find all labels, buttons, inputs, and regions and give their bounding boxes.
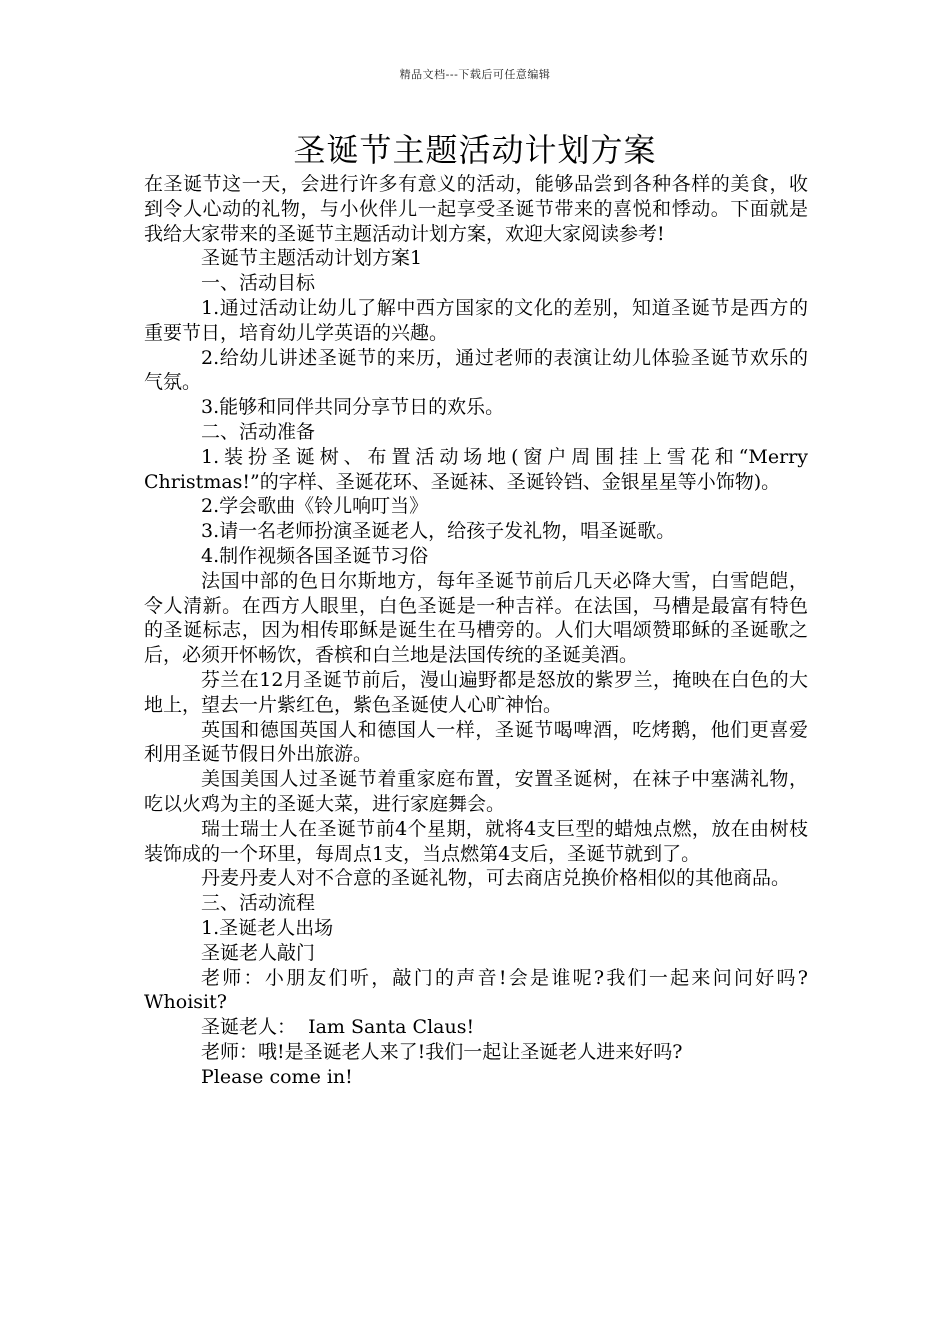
- body-paragraph: 二、活动准备: [201, 420, 316, 443]
- body-paragraph: 芬兰在12月圣诞节前后，漫山遍野都是怒放的紫罗兰，掩映在白色的大地上，望去一片紫红色，紫色圣诞使人心旷神怡。: [144, 668, 808, 716]
- body-paragraph: 2.学会歌曲《铃儿响叮当》: [201, 495, 429, 518]
- body-paragraph: 丹麦丹麦人对不合意的圣诞礼物，可去商店兑换价格相似的其他商品。: [201, 867, 791, 890]
- body-paragraph: 三、活动流程: [201, 892, 316, 915]
- body-paragraph: 3.能够和同伴共同分享节日的欢乐。: [201, 396, 505, 419]
- document-body: [144, 172, 808, 1089]
- body-paragraph: Please come in!: [201, 1065, 353, 1088]
- body-paragraph: 3.请一名老师扮演圣诞老人，给孩子发礼物，唱圣诞歌。: [201, 520, 676, 543]
- body-paragraph: 1.通过活动让幼儿了解中西方国家的文化的差别，知道圣诞节是西方的重要节日，培育幼儿学英语的兴趣。: [144, 296, 808, 344]
- body-paragraph: 老师：哦!是圣诞老人来了!我们一起让圣诞老人进来好吗?: [201, 1040, 683, 1063]
- body-paragraph: 1.圣诞老人出场: [201, 916, 334, 939]
- body-paragraph: 老师：小朋友们听，敲门的声音!会是谁呢?我们一起来问问好吗?Whoisit?: [144, 966, 808, 1014]
- body-paragraph: 2.给幼儿讲述圣诞节的来历，通过老师的表演让幼儿体验圣诞节欢乐的气氛。: [144, 346, 808, 394]
- body-paragraph: 1.装扮圣诞树、布置活动场地(窗户周围挂上雪花和“Merry Christmas!”的字样、圣诞花环、圣诞袜、圣诞铃铛、金银星星等小饰物)。: [144, 445, 808, 493]
- document-title: 圣诞节主题活动计划方案: [293, 131, 657, 169]
- body-paragraph: 在圣诞节这一天，会进行许多有意义的活动，能够品尝到各种各样的美食，收到令人心动的礼物，与小伙伴儿一起享受圣诞节带来的喜悦和悸动。下面就是我给大家带来的圣诞节主题活动计划方案，欢迎大家阅读参考!: [144, 173, 808, 245]
- body-paragraph: 4.制作视频各国圣诞节习俗: [201, 544, 429, 567]
- page-header-note: 精品文档---下载后可任意编辑: [399, 68, 551, 81]
- body-paragraph: 圣诞老人： Iam Santa Claus!: [201, 1016, 475, 1039]
- body-paragraph: 美国美国人过圣诞节着重家庭布置，安置圣诞树，在袜子中塞满礼物，吃以火鸡为主的圣诞大菜，进行家庭舞会。: [144, 768, 808, 815]
- body-paragraph: 圣诞老人敲门: [201, 941, 316, 964]
- body-paragraph: 英国和德国英国人和德国人一样，圣诞节喝啤酒，吃烤鹅，他们更喜爱利用圣诞节假日外出旅游。: [144, 718, 808, 766]
- body-paragraph: 一、活动目标: [201, 272, 316, 295]
- body-paragraph: 法国中部的色日尔斯地方，每年圣诞节前后几天必降大雪，白雪皑皑，令人清新。在西方人眼里，白色圣诞是一种吉祥。在法国，马槽是最富有特色的圣诞标志，因为相传耶稣是诞生在马槽旁的。人们大唱颂赞耶稣的圣诞歌之后，必须开怀畅饮，香槟和白兰地是法国传统的圣诞美酒。: [144, 569, 808, 667]
- body-paragraph: 瑞士瑞士人在圣诞节前4个星期，就将4支巨型的蜡烛点燃，放在由树枝装饰成的一个环里，每周点1支，当点燃第4支后，圣诞节就到了。: [144, 817, 808, 865]
- body-paragraph: 圣诞节主题活动计划方案1: [201, 247, 423, 270]
